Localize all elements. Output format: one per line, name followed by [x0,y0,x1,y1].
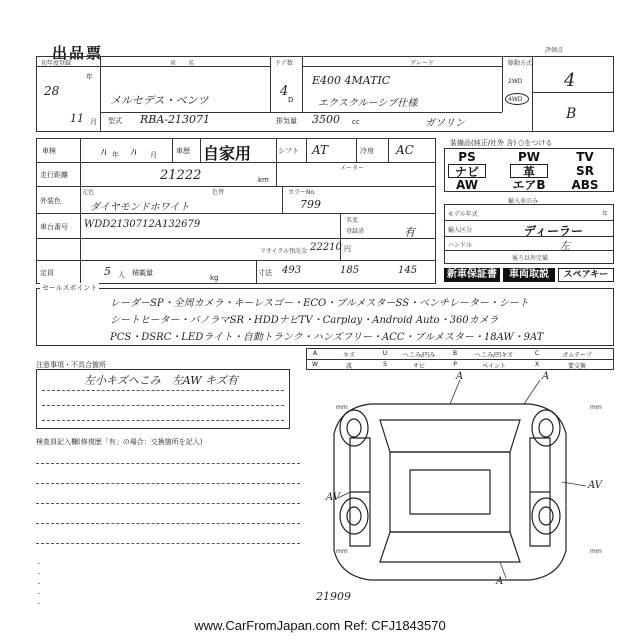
fuel-value: ガソリン [425,118,465,129]
damage-mark-rear: A [496,576,504,587]
drive-selected-mark [505,93,529,105]
legend-code-u: U [382,350,388,357]
legend-code-w: W [312,361,318,368]
width-value: 185 [340,265,360,276]
legend-code-c: C [534,350,540,357]
ac-value: AC [396,143,414,157]
vin-label: 車台番号 [40,223,68,231]
grade-line2: エクスクルーシブ仕様 [318,98,418,109]
model-year-unit: 年 [602,211,609,218]
legend-desc-s: サビ [412,363,425,370]
load-unit: kg [210,274,219,282]
handle-label: ハンドル [448,242,473,249]
car-name-value: メルセデス・ベンツ [110,94,209,107]
recycle-unit: 円 [344,245,351,253]
diagram-unit-1: mm [336,404,348,411]
damage-mark-left: AV [326,492,340,503]
height-value: 145 [398,265,418,276]
inspection-label: 車検 [42,147,56,155]
shift-value: AT [312,143,329,157]
capacity-value: 5 [104,265,111,278]
legend-desc-b: へこみ/凹キズ [475,352,513,359]
equipment-aw: AW [456,178,478,192]
rear-label: 後ろ以外完備 [512,255,549,262]
load-label: 積載量 [132,269,153,277]
drive-4wd: 4WD [508,96,523,103]
car-damage-diagram [310,374,614,610]
shift-label: シフト [278,147,299,155]
legend-code-b: B [452,350,458,357]
score-value: 4 [564,70,576,91]
inspection-year-unit: 年 [112,151,119,159]
first-reg-label: 初年度登録 [41,60,72,67]
displacement-label: 排気量 [276,117,297,125]
legend-desc-w: 波 [345,363,352,370]
meter-label: メーター [340,165,365,172]
ac-label: 冷房 [360,147,374,155]
equipment-pw: PW [517,150,541,164]
diagram-serial: 21909 [316,590,351,603]
legend-desc-p: ペイント [481,363,506,370]
year-unit: 年 [86,73,93,81]
owner-value: 有 [404,226,415,239]
capacity-unit: 人 [118,271,125,279]
sales-point-line1: レーダーSP・全周カメラ・キーレスゴー・ECO・ブルメスターSS・ベンチレーター・シート [110,298,529,309]
notes-value: 左小キズへこみ 左AW キズ有 [84,374,238,387]
damage-mark-front-1: A [456,371,464,382]
interior-value: B [566,106,577,122]
mileage-label: 走行距離 [40,171,68,179]
displacement-unit: cc [352,118,360,126]
import-only-label: 輸入車のみ [508,198,539,205]
model-year-label: モデル年式 [448,211,478,218]
diagram-unit-3: mm [336,548,348,555]
drive-label: 駆動方式 [508,60,533,67]
month-unit: 月 [90,118,97,126]
category-value: 自家用 [203,144,252,163]
car-name-label: 車 名 [170,60,195,67]
legend-desc-u: へこみ/凹み [402,352,436,359]
equipment-tv: TV [576,150,594,164]
model-label: 型式 [108,117,122,125]
equipment-title: 装備品(純正/社外 含) ○をつける [450,139,553,147]
mileage-value: 21222 [160,168,202,183]
sales-point-line3: PCS・DSRC・LEDライト・自動トランク・ハンズフリー・ACC・ブルメスター・18AW・9AT [110,332,544,343]
mileage-unit: km [258,176,269,184]
legend-code-p: P [453,361,457,368]
repair-label: 検査員記入欄(修復歴「有」の場合：交換箇所を記入) [36,438,203,446]
diagram-unit-2: mm [590,404,602,411]
badge-spare-key: スペアキー [558,268,614,282]
displacement-value: 3500 [312,113,340,126]
grade-label: グレード [410,60,435,67]
equipment-sr: SR [576,164,594,178]
watermark-footer: www.CarFromJapan.com Ref: CFJ1843570 [194,618,446,633]
first-reg-year: 28 [44,84,60,98]
first-reg-month: 11 [70,112,84,125]
handle-value: 左 [560,241,570,252]
score-label: 評価点 [545,47,564,54]
size-label: 寸法 [258,269,272,277]
badge-new-car-warranty: 新車保証書 [444,268,500,282]
inspection-month-unit: 月 [150,151,157,159]
legend-desc-a: キズ [343,352,355,359]
badge-manual: 車両取説 [503,268,555,282]
door-unit: D [288,96,294,104]
door-value: 4 [280,84,289,99]
recycle-label: リサイクル預託金 [260,248,308,255]
equipment-navi: ナビ [448,164,486,178]
color-num-label: 色替 [212,189,225,196]
notes-label: 注意事項・不具合箇所 [36,361,106,369]
sheet-title: 出品票 [52,44,104,62]
sales-point-line2: シートヒーター・パノラマSR・HDDナビTV・Carplay・Android Auto・360カメラ [110,315,499,326]
vin-value: WDD2130712A132679 [84,219,201,230]
equipment-ps: PS [458,150,476,164]
legend-code-x: X [534,361,540,368]
door-label: ドア数 [275,60,293,67]
damage-mark-right: AV [588,480,602,491]
length-value: 493 [282,265,302,276]
sales-point-label: セールスポイント [42,284,98,292]
owner-ok-label: 登録済 [346,228,365,235]
import-type-value: ディーラー [524,224,584,238]
color-value: ダイヤモンドホワイト [90,202,190,213]
legend-desc-c: ガムテープ [562,352,592,359]
equipment-abs: ABS [571,178,599,192]
original-color-label: 元色 [82,189,95,196]
import-type-label: 輸入区分 [448,227,473,234]
color-code-label: カラーNo. [288,189,316,196]
color-label: 外装色 [40,197,61,205]
color-code-value: 799 [300,198,321,211]
owner-label: 名変 [346,217,359,224]
recycle-value: 22210 [310,242,342,253]
category-label: 車歴 [176,147,190,155]
equipment-airbag: エアB [512,178,546,192]
model-value: RBA-213071 [140,113,211,126]
equipment-leather: 革 [510,164,548,178]
diagram-unit-4: mm [590,548,602,555]
grade-line1: E400 4MATIC [312,74,391,87]
legend-code-a: A [312,350,318,357]
capacity-label: 定員 [40,269,54,277]
drive-2wd: 2WD [508,78,523,85]
legend-code-s: S [383,361,387,368]
legend-desc-x: 要交換 [567,363,586,370]
damage-mark-front-2: A [542,371,550,382]
